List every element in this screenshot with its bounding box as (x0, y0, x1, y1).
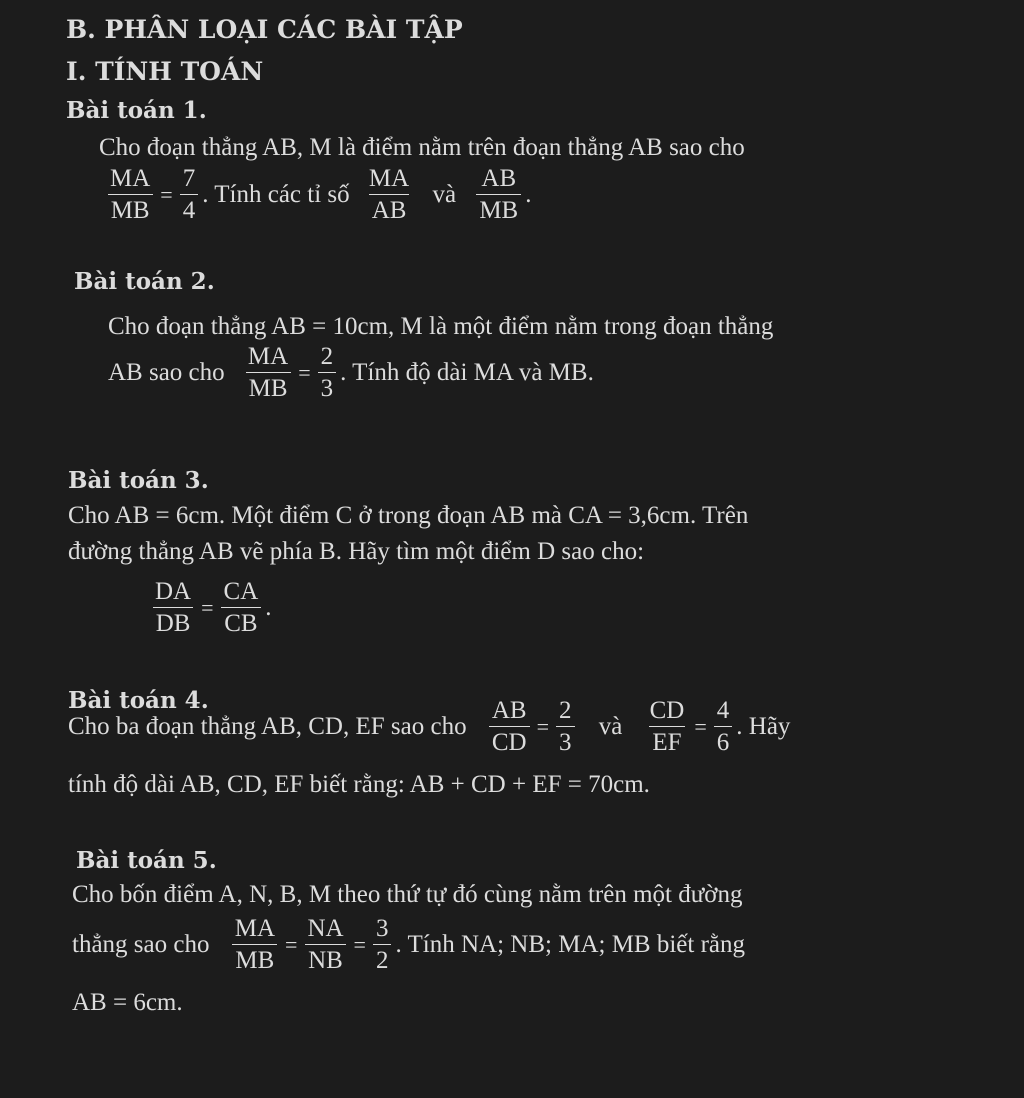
problem-2-line-2: AB sao cho $\frac{MA}{MB}$ = $\frac{2}{3}$ . Tính độ dài MA và MB. (108, 343, 594, 402)
problem-1-line-1: Cho đoạn thẳng AB, M là điểm nằm trên đoạn thẳng AB sao cho (99, 134, 745, 161)
fraction-ca-cb: $\frac{CA}{CB}$ (221, 579, 262, 636)
problem-2-line-1: Cho đoạn thẳng AB = 10cm, M là một điểm nằm trong đoạn thẳng (108, 313, 774, 340)
problem-1-line-2: $\frac{MA}{MB}$ = $\frac{7}{4}$ . Tính các tỉ số $\frac{MA}{AB}$ và $\frac{AB}{MB}$ . (103, 166, 531, 223)
fraction-ab-cd: $\frac{AB}{CD}$ (489, 698, 530, 755)
fraction-ma-ab: $\frac{MA}{AB}$ (368, 165, 410, 224)
problem-4-line-1: Cho ba đoạn thẳng AB, CD, EF sao cho $\frac{AB}{CD}$ = $\frac{2}{3}$ và $\frac{CD}{EF}$ = $\frac{4}{6}$ . Hãy (68, 697, 791, 756)
problem-3-line-1: Cho AB = 6cm. Một điểm C ở trong đoạn AB mà CA = 3,6cm. Trên (68, 502, 749, 529)
subsection-title: I. TÍNH TOÁN (66, 57, 264, 86)
problem-5-line-2: thẳng sao cho $\frac{MA}{MB}$ = $\frac{NA}{NB}$ = $\frac{3}{2}$ . Tính NA; NB; MA; MB biết rằng (72, 915, 746, 974)
problem-3-title: Bài toán 3. (68, 467, 209, 494)
fraction-ma-mb: $\frac{MA}{MB}$ (245, 344, 291, 401)
problem-5-title: Bài toán 5. (76, 847, 217, 874)
problem-3-equation: $\frac{DA}{DB}$ = $\frac{CA}{CB}$ . (148, 579, 272, 636)
problem-2-title: Bài toán 2. (74, 268, 215, 295)
fraction-2-3: $\frac{2}{3}$ (318, 344, 337, 401)
fraction-4-6: $\frac{4}{6}$ (714, 698, 733, 755)
fraction-da-db: $\frac{DA}{DB}$ (152, 579, 194, 636)
problem-4-line-2: tính độ dài AB, CD, EF biết rằng: AB + CD + EF = 70cm. (68, 771, 650, 798)
section-title: B. PHÂN LOẠI CÁC BÀI TẬP (66, 15, 463, 44)
fraction-2-3: $\frac{2}{3}$ (556, 698, 575, 755)
problem-5-line-1: Cho bốn điểm A, N, B, M theo thứ tự đó cùng nằm trên một đường (72, 881, 743, 908)
fraction-7-4: $\frac{7}{4}$ (180, 166, 199, 223)
fraction-na-nb: $\frac{NA}{NB}$ (304, 916, 346, 973)
problem-3-line-2: đường thẳng AB vẽ phía B. Hãy tìm một điểm D sao cho: (68, 538, 645, 565)
problem-1-title: Bài toán 1. (66, 97, 207, 124)
fraction-cd-ef: $\frac{CD}{EF}$ (649, 697, 685, 756)
fraction-ma-mb: $\frac{MA}{MB}$ (107, 166, 153, 223)
problem-5-line-3: AB = 6cm. (72, 989, 183, 1016)
problem-4-title: Bài toán 4. (68, 687, 209, 714)
fraction-ma-mb: $\frac{MA}{MB}$ (232, 916, 278, 973)
fraction-3-2: $\frac{3}{2}$ (373, 916, 392, 973)
fraction-ab-mb: $\frac{AB}{MB}$ (476, 166, 521, 223)
